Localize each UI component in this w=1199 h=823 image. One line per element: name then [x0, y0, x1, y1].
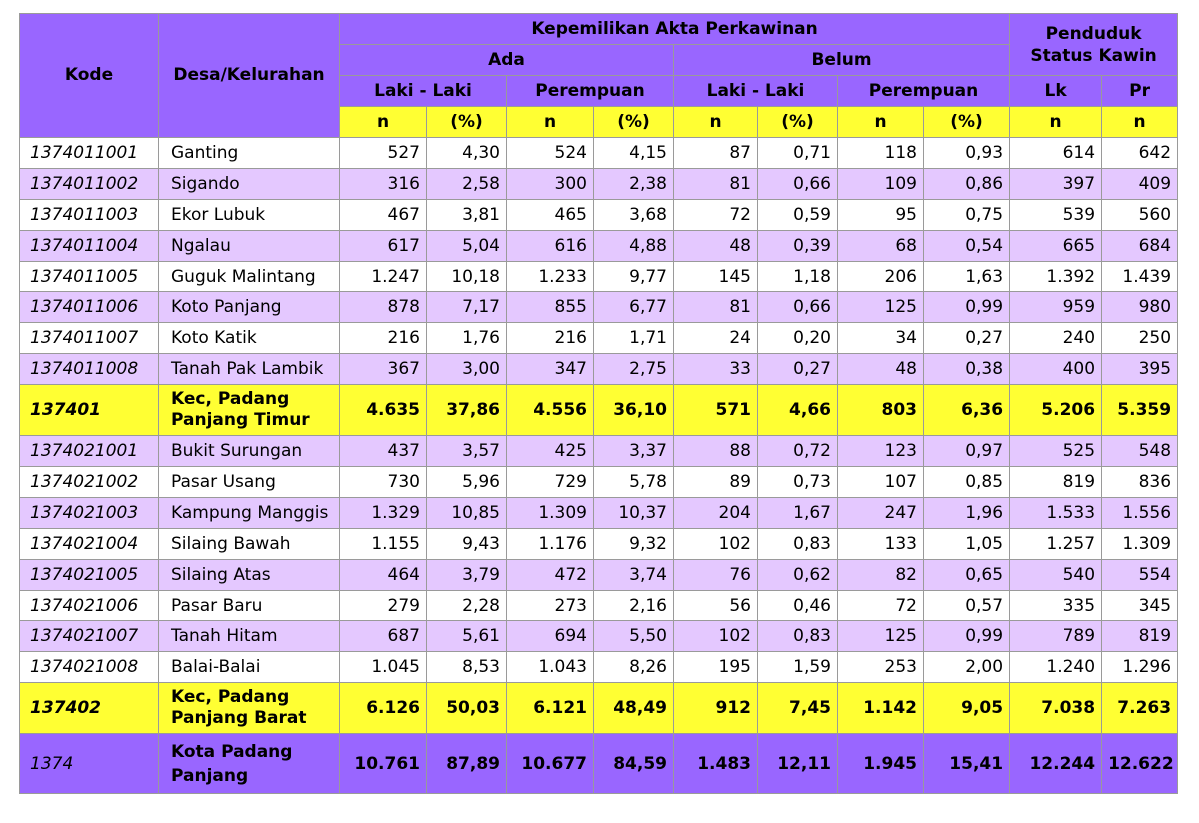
- value-cell: 3,37: [594, 436, 674, 467]
- value-cell: 665: [1010, 230, 1102, 261]
- value-cell: 560: [1102, 199, 1178, 230]
- subtotal-row: [20, 683, 1178, 734]
- value-cell: 571: [674, 385, 758, 436]
- value-cell: 959: [1010, 292, 1102, 323]
- value-cell: 1,96: [924, 497, 1010, 528]
- value-cell: 0,97: [924, 436, 1010, 467]
- pct-header: (%): [594, 107, 674, 138]
- desa-cell: Sigando: [159, 168, 340, 199]
- n-header: n: [340, 107, 427, 138]
- table-body: [20, 138, 1178, 794]
- value-cell: 0,46: [758, 590, 838, 621]
- value-cell: 1,63: [924, 261, 1010, 292]
- value-cell: 102: [674, 528, 758, 559]
- kode-cell: 1374011004: [20, 230, 159, 261]
- value-cell: 1.045: [340, 652, 427, 683]
- value-cell: 279: [340, 590, 427, 621]
- value-cell: 616: [507, 230, 594, 261]
- desa-cell: Koto Katik: [159, 323, 340, 354]
- value-cell: 819: [1102, 621, 1178, 652]
- desa-cell: Pasar Baru: [159, 590, 340, 621]
- value-cell: 1.309: [1102, 528, 1178, 559]
- n-header: n: [1102, 107, 1178, 138]
- value-cell: 539: [1010, 199, 1102, 230]
- value-cell: 273: [507, 590, 594, 621]
- kode-cell: 1374011007: [20, 323, 159, 354]
- table-row: [20, 590, 1178, 621]
- value-cell: 465: [507, 199, 594, 230]
- value-cell: 72: [674, 199, 758, 230]
- value-cell: 88: [674, 436, 758, 467]
- kode-cell: 137402: [20, 683, 159, 734]
- value-cell: 5.359: [1102, 385, 1178, 436]
- value-cell: 1,18: [758, 261, 838, 292]
- value-cell: 82: [838, 559, 924, 590]
- desa-header: Desa/Kelurahan: [159, 14, 340, 138]
- table-row: [20, 261, 1178, 292]
- table-row: [20, 467, 1178, 498]
- value-cell: 400: [1010, 354, 1102, 385]
- value-cell: 1,67: [758, 497, 838, 528]
- value-cell: 1.257: [1010, 528, 1102, 559]
- value-cell: 4.556: [507, 385, 594, 436]
- value-cell: 0,66: [758, 168, 838, 199]
- value-cell: 437: [340, 436, 427, 467]
- value-cell: 1.392: [1010, 261, 1102, 292]
- kode-cell: 1374: [20, 734, 159, 794]
- value-cell: 540: [1010, 559, 1102, 590]
- kode-cell: 1374011006: [20, 292, 159, 323]
- table-row: [20, 138, 1178, 169]
- value-cell: 0,93: [924, 138, 1010, 169]
- value-cell: 694: [507, 621, 594, 652]
- n-header: n: [838, 107, 924, 138]
- desa-cell: Bukit Surungan: [159, 436, 340, 467]
- ada-perempuan-header: Perempuan: [507, 76, 674, 107]
- kepemilikan-header: Kepemilikan Akta Perkawinan: [340, 14, 1010, 45]
- desa-cell: Silaing Atas: [159, 559, 340, 590]
- kode-cell: 1374021001: [20, 436, 159, 467]
- value-cell: 0,27: [924, 323, 1010, 354]
- kode-cell: 1374011001: [20, 138, 159, 169]
- value-cell: 0,99: [924, 621, 1010, 652]
- value-cell: 81: [674, 168, 758, 199]
- value-cell: 5.206: [1010, 385, 1102, 436]
- value-cell: 0,83: [758, 621, 838, 652]
- value-cell: 0,71: [758, 138, 838, 169]
- desa-cell: Tanah Hitam: [159, 621, 340, 652]
- value-cell: 0,85: [924, 467, 1010, 498]
- value-cell: 1.556: [1102, 497, 1178, 528]
- desa-cell: Balai-Balai: [159, 652, 340, 683]
- value-cell: 0,59: [758, 199, 838, 230]
- value-cell: 15,41: [924, 734, 1010, 794]
- value-cell: 3,57: [427, 436, 507, 467]
- value-cell: 1.439: [1102, 261, 1178, 292]
- value-cell: 12,11: [758, 734, 838, 794]
- value-cell: 206: [838, 261, 924, 292]
- value-cell: 912: [674, 683, 758, 734]
- kode-cell: 1374021002: [20, 467, 159, 498]
- value-cell: 878: [340, 292, 427, 323]
- value-cell: 5,50: [594, 621, 674, 652]
- value-cell: 12.622: [1102, 734, 1178, 794]
- value-cell: 56: [674, 590, 758, 621]
- value-cell: 0,75: [924, 199, 1010, 230]
- value-cell: 95: [838, 199, 924, 230]
- value-cell: 1.240: [1010, 652, 1102, 683]
- kode-cell: 1374011005: [20, 261, 159, 292]
- value-cell: 1.483: [674, 734, 758, 794]
- table-header: [20, 14, 1178, 138]
- value-cell: 409: [1102, 168, 1178, 199]
- value-cell: 6,77: [594, 292, 674, 323]
- value-cell: 1.309: [507, 497, 594, 528]
- value-cell: 0,99: [924, 292, 1010, 323]
- value-cell: 3,74: [594, 559, 674, 590]
- pct-header: (%): [427, 107, 507, 138]
- value-cell: 0,83: [758, 528, 838, 559]
- value-cell: 247: [838, 497, 924, 528]
- desa-cell: Ganting: [159, 138, 340, 169]
- value-cell: 50,03: [427, 683, 507, 734]
- table-row: [20, 621, 1178, 652]
- value-cell: 730: [340, 467, 427, 498]
- value-cell: 125: [838, 292, 924, 323]
- value-cell: 216: [340, 323, 427, 354]
- value-cell: 6.126: [340, 683, 427, 734]
- value-cell: 89: [674, 467, 758, 498]
- pct-header: (%): [924, 107, 1010, 138]
- value-cell: 2,58: [427, 168, 507, 199]
- value-cell: 397: [1010, 168, 1102, 199]
- kode-cell: 1374021007: [20, 621, 159, 652]
- kode-cell: 1374021004: [20, 528, 159, 559]
- value-cell: 5,04: [427, 230, 507, 261]
- belum-laki-header: Laki - Laki: [674, 76, 838, 107]
- value-cell: 9,77: [594, 261, 674, 292]
- value-cell: 204: [674, 497, 758, 528]
- value-cell: 3,79: [427, 559, 507, 590]
- value-cell: 0,72: [758, 436, 838, 467]
- desa-cell: Kec, Padang Panjang Timur: [159, 385, 340, 436]
- value-cell: 33: [674, 354, 758, 385]
- value-cell: 1.533: [1010, 497, 1102, 528]
- value-cell: 642: [1102, 138, 1178, 169]
- value-cell: 125: [838, 621, 924, 652]
- value-cell: 347: [507, 354, 594, 385]
- value-cell: 1.155: [340, 528, 427, 559]
- value-cell: 345: [1102, 590, 1178, 621]
- value-cell: 0,65: [924, 559, 1010, 590]
- belum-header: Belum: [674, 45, 1010, 76]
- data-table: [19, 13, 1178, 794]
- value-cell: 525: [1010, 436, 1102, 467]
- value-cell: 980: [1102, 292, 1178, 323]
- value-cell: 9,32: [594, 528, 674, 559]
- value-cell: 2,28: [427, 590, 507, 621]
- table-row: [20, 292, 1178, 323]
- value-cell: 548: [1102, 436, 1178, 467]
- kode-cell: 1374011008: [20, 354, 159, 385]
- value-cell: 2,16: [594, 590, 674, 621]
- desa-cell: Kec, Padang Panjang Barat: [159, 683, 340, 734]
- value-cell: 5,61: [427, 621, 507, 652]
- value-cell: 0,27: [758, 354, 838, 385]
- value-cell: 4,30: [427, 138, 507, 169]
- value-cell: 1,05: [924, 528, 1010, 559]
- value-cell: 133: [838, 528, 924, 559]
- value-cell: 5,78: [594, 467, 674, 498]
- desa-cell: Kampung Manggis: [159, 497, 340, 528]
- value-cell: 0,57: [924, 590, 1010, 621]
- table-row: [20, 559, 1178, 590]
- value-cell: 0,86: [924, 168, 1010, 199]
- value-cell: 1.296: [1102, 652, 1178, 683]
- value-cell: 0,73: [758, 467, 838, 498]
- desa-cell: Guguk Malintang: [159, 261, 340, 292]
- value-cell: 819: [1010, 467, 1102, 498]
- value-cell: 0,39: [758, 230, 838, 261]
- table-row: [20, 528, 1178, 559]
- value-cell: 24: [674, 323, 758, 354]
- value-cell: 10.761: [340, 734, 427, 794]
- desa-cell: Silaing Bawah: [159, 528, 340, 559]
- value-cell: 7.038: [1010, 683, 1102, 734]
- value-cell: 0,66: [758, 292, 838, 323]
- value-cell: 367: [340, 354, 427, 385]
- value-cell: 48,49: [594, 683, 674, 734]
- value-cell: 467: [340, 199, 427, 230]
- value-cell: 4.635: [340, 385, 427, 436]
- value-cell: 316: [340, 168, 427, 199]
- subtotal-row: [20, 385, 1178, 436]
- value-cell: 1.945: [838, 734, 924, 794]
- table-row: [20, 199, 1178, 230]
- value-cell: 123: [838, 436, 924, 467]
- table-row: [20, 354, 1178, 385]
- value-cell: 1.043: [507, 652, 594, 683]
- value-cell: 10,18: [427, 261, 507, 292]
- value-cell: 1.247: [340, 261, 427, 292]
- desa-cell: Kota Padang Panjang: [159, 734, 340, 794]
- value-cell: 216: [507, 323, 594, 354]
- ada-header: Ada: [340, 45, 674, 76]
- pr-header: Pr: [1102, 76, 1178, 107]
- value-cell: 6,36: [924, 385, 1010, 436]
- value-cell: 10,85: [427, 497, 507, 528]
- value-cell: 37,86: [427, 385, 507, 436]
- value-cell: 9,05: [924, 683, 1010, 734]
- value-cell: 789: [1010, 621, 1102, 652]
- value-cell: 12.244: [1010, 734, 1102, 794]
- value-cell: 7,17: [427, 292, 507, 323]
- kode-cell: 1374011003: [20, 199, 159, 230]
- pct-header: (%): [758, 107, 838, 138]
- kode-cell: 1374021006: [20, 590, 159, 621]
- value-cell: 3,81: [427, 199, 507, 230]
- kode-cell: 137401: [20, 385, 159, 436]
- value-cell: 87: [674, 138, 758, 169]
- table-row: [20, 497, 1178, 528]
- table-row: [20, 168, 1178, 199]
- kode-cell: 1374011002: [20, 168, 159, 199]
- value-cell: 1,76: [427, 323, 507, 354]
- table-row: [20, 652, 1178, 683]
- value-cell: 3,68: [594, 199, 674, 230]
- value-cell: 102: [674, 621, 758, 652]
- value-cell: 7,45: [758, 683, 838, 734]
- value-cell: 72: [838, 590, 924, 621]
- value-cell: 4,88: [594, 230, 674, 261]
- value-cell: 2,00: [924, 652, 1010, 683]
- kode-cell: 1374021005: [20, 559, 159, 590]
- value-cell: 0,54: [924, 230, 1010, 261]
- value-cell: 614: [1010, 138, 1102, 169]
- value-cell: 109: [838, 168, 924, 199]
- value-cell: 1.142: [838, 683, 924, 734]
- value-cell: 87,89: [427, 734, 507, 794]
- value-cell: 2,38: [594, 168, 674, 199]
- value-cell: 145: [674, 261, 758, 292]
- value-cell: 836: [1102, 467, 1178, 498]
- value-cell: 1.233: [507, 261, 594, 292]
- value-cell: 425: [507, 436, 594, 467]
- value-cell: 4,66: [758, 385, 838, 436]
- value-cell: 684: [1102, 230, 1178, 261]
- penduduk-header: Penduduk Status Kawin: [1010, 14, 1178, 76]
- value-cell: 4,15: [594, 138, 674, 169]
- value-cell: 107: [838, 467, 924, 498]
- value-cell: 9,43: [427, 528, 507, 559]
- value-cell: 464: [340, 559, 427, 590]
- value-cell: 68: [838, 230, 924, 261]
- value-cell: 803: [838, 385, 924, 436]
- kode-cell: 1374021008: [20, 652, 159, 683]
- value-cell: 335: [1010, 590, 1102, 621]
- value-cell: 0,20: [758, 323, 838, 354]
- kode-cell: 1374021003: [20, 497, 159, 528]
- kode-header: Kode: [20, 14, 159, 138]
- value-cell: 10,37: [594, 497, 674, 528]
- value-cell: 554: [1102, 559, 1178, 590]
- n-header: n: [507, 107, 594, 138]
- value-cell: 48: [838, 354, 924, 385]
- value-cell: 34: [838, 323, 924, 354]
- value-cell: 6.121: [507, 683, 594, 734]
- value-cell: 395: [1102, 354, 1178, 385]
- value-cell: 527: [340, 138, 427, 169]
- value-cell: 76: [674, 559, 758, 590]
- lk-header: Lk: [1010, 76, 1102, 107]
- value-cell: 687: [340, 621, 427, 652]
- value-cell: 1.176: [507, 528, 594, 559]
- value-cell: 0,38: [924, 354, 1010, 385]
- value-cell: 524: [507, 138, 594, 169]
- value-cell: 8,53: [427, 652, 507, 683]
- desa-cell: Ekor Lubuk: [159, 199, 340, 230]
- value-cell: 250: [1102, 323, 1178, 354]
- desa-cell: Ngalau: [159, 230, 340, 261]
- value-cell: 1,71: [594, 323, 674, 354]
- value-cell: 5,96: [427, 467, 507, 498]
- value-cell: 7.263: [1102, 683, 1178, 734]
- value-cell: 300: [507, 168, 594, 199]
- desa-cell: Tanah Pak Lambik: [159, 354, 340, 385]
- belum-perempuan-header: Perempuan: [838, 76, 1010, 107]
- value-cell: 84,59: [594, 734, 674, 794]
- value-cell: 617: [340, 230, 427, 261]
- table-row: [20, 436, 1178, 467]
- ada-laki-header: Laki - Laki: [340, 76, 507, 107]
- value-cell: 729: [507, 467, 594, 498]
- value-cell: 8,26: [594, 652, 674, 683]
- value-cell: 81: [674, 292, 758, 323]
- value-cell: 240: [1010, 323, 1102, 354]
- table-row: [20, 323, 1178, 354]
- desa-cell: Pasar Usang: [159, 467, 340, 498]
- n-header: n: [1010, 107, 1102, 138]
- value-cell: 48: [674, 230, 758, 261]
- table-row: [20, 230, 1178, 261]
- desa-cell: Koto Panjang: [159, 292, 340, 323]
- value-cell: 472: [507, 559, 594, 590]
- value-cell: 855: [507, 292, 594, 323]
- value-cell: 118: [838, 138, 924, 169]
- value-cell: 0,62: [758, 559, 838, 590]
- value-cell: 1,59: [758, 652, 838, 683]
- value-cell: 253: [838, 652, 924, 683]
- value-cell: 2,75: [594, 354, 674, 385]
- total-row: [20, 734, 1178, 794]
- n-header: n: [674, 107, 758, 138]
- value-cell: 36,10: [594, 385, 674, 436]
- value-cell: 195: [674, 652, 758, 683]
- value-cell: 1.329: [340, 497, 427, 528]
- value-cell: 10.677: [507, 734, 594, 794]
- value-cell: 3,00: [427, 354, 507, 385]
